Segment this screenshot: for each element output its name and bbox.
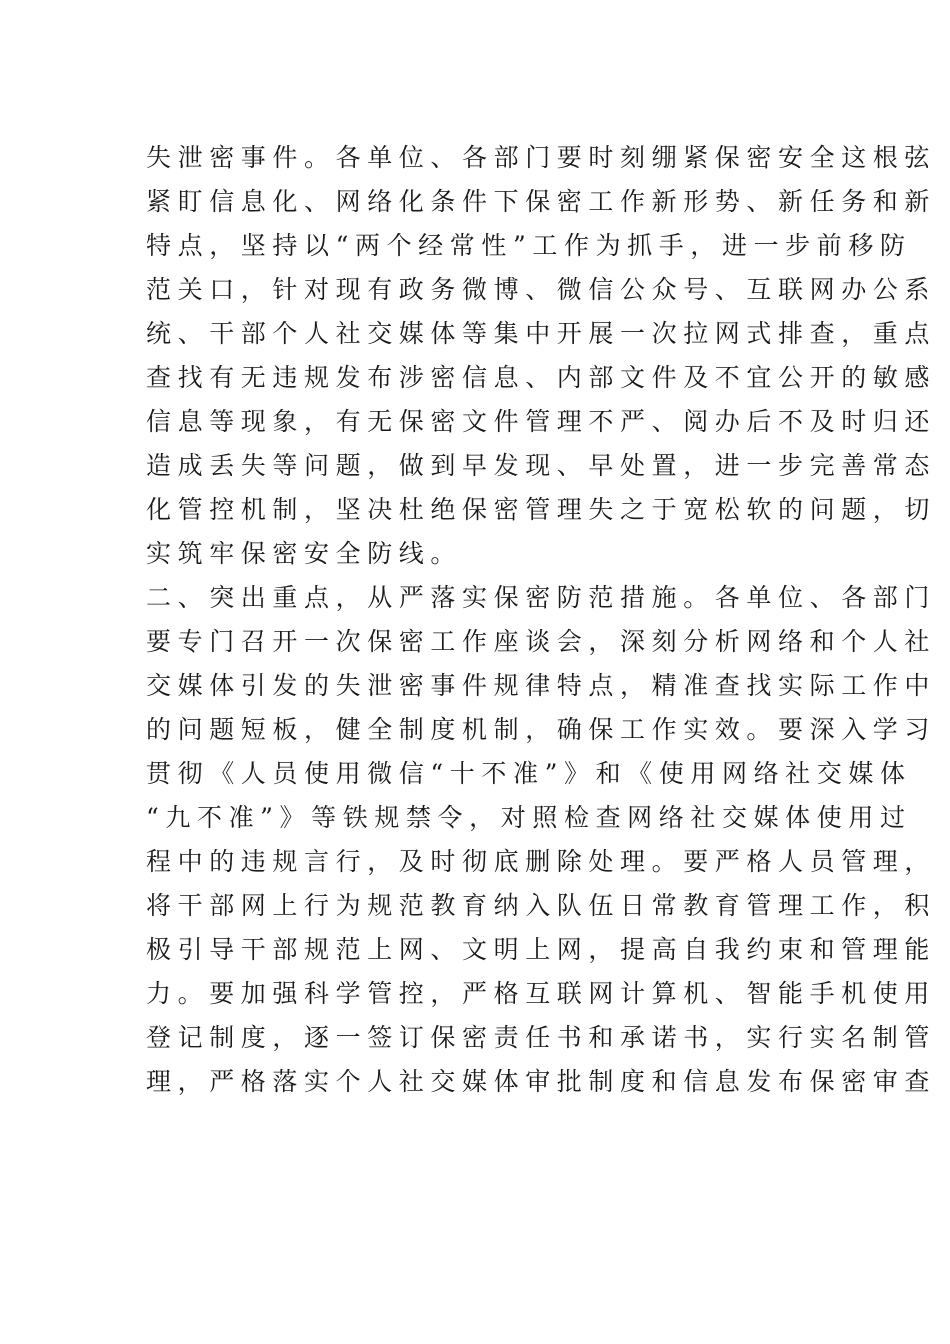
text-line: 化管控机制，坚决杜绝保密管理失之于宽松软的问题，切 <box>146 495 937 524</box>
text-line: “九不准”》等铁规禁令，对照检查网络社交媒体使用过 <box>146 803 912 832</box>
text-line: 统、干部个人社交媒体等集中开展一次拉网式排查，重点 <box>146 319 937 348</box>
text-line: 贯彻《人员使用微信“十不准”》和《使用网络社交媒体 <box>146 759 912 788</box>
text-line: 登记制度，逐一签订保密责任书和承诺书，实行实名制管 <box>146 1023 937 1052</box>
text-line: 的问题短板，健全制度机制，确保工作实效。要深入学习 <box>146 715 937 744</box>
text-line: 查找有无违规发布涉密信息、内部文件及不宜公开的敏感 <box>146 363 937 392</box>
text-line: 交媒体引发的失泄密事件规律特点，精准查找实际工作中 <box>146 671 937 700</box>
text-line: 极引导干部规范上网、文明上网，提高自我约束和管理能 <box>146 935 937 964</box>
text-line: 造成丢失等问题，做到早发现、早处置，进一步完善常态 <box>146 451 937 480</box>
text-line: 范关口，针对现有政务微博、微信公众号、互联网办公系 <box>146 275 937 304</box>
text-line: 二、突出重点，从严落实保密防范措施。各单位、各部门 <box>146 583 937 612</box>
text-line: 信息等现象，有无保密文件管理不严、阅办后不及时归还 <box>146 407 937 436</box>
text-line: 将干部网上行为规范教育纳入队伍日常教育管理工作，积 <box>146 891 937 920</box>
body-text <box>146 136 937 1104</box>
text-line: 特点，坚持以“两个经常性”工作为抓手，进一步前移防 <box>146 231 912 260</box>
text-line: 要专门召开一次保密工作座谈会，深刻分析网络和个人社 <box>146 627 937 656</box>
text-line: 实筑牢保密安全防线。 <box>146 539 463 568</box>
text-line: 程中的违规言行，及时彻底删除处理。要严格人员管理， <box>146 847 937 876</box>
text-line: 失泄密事件。各单位、各部门要时刻绷紧保密安全这根弦 <box>146 143 937 172</box>
text-line: 力。要加强科学管控，严格互联网计算机、智能手机使用 <box>146 979 937 1008</box>
text-line: 理，严格落实个人社交媒体审批制度和信息发布保密审查 <box>146 1067 937 1096</box>
text-line: 紧盯信息化、网络化条件下保密工作新形势、新任务和新 <box>146 187 937 216</box>
